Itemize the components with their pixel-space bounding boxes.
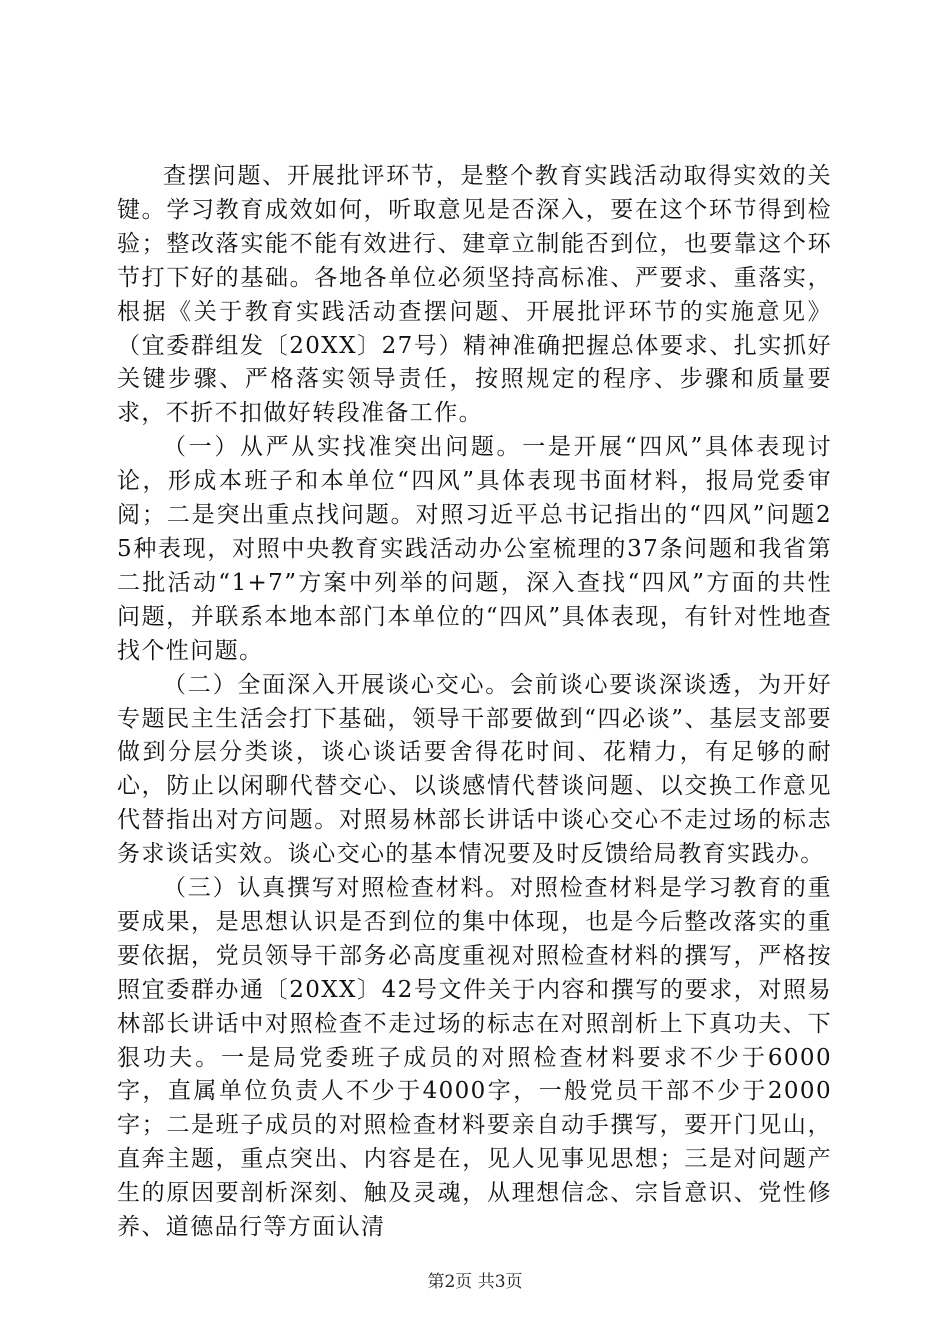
paragraph-section-2: （二）全面深入开展谈心交心。会前谈心要谈深谈透，为开好专题民主生活会打下基础，领导干部要做到“四必谈”、基层支部要做到分层分类谈，谈心谈话要舍得花时间、花精力，有足够的耐心，防止以闲聊代替交心、以谈感情代替谈问题、以交换工作意见代替指出对方问题。对照易林部长讲话中谈心交心不走过场的标志务求谈话实效。谈心交心的基本情况要及时反馈给局教育实践办。 xyxy=(117,671,832,868)
paragraph-section-1: （一）从严从实找准突出问题。一是开展“四风”具体表现讨论，形成本班子和本单位“四风”具体表现书面材料，报局党委审阅；二是突出重点找问题。对照习近平总书记指出的“四风”问题25种表现，对照中央教育实践活动办公室梳理的37条问题和我省第二批活动“1+7”方案中列举的问题，深入查找“四风”方面的共性问题，并联系本地本部门本单位的“四风”具体表现，有针对性地查找个性问题。 xyxy=(117,434,832,664)
paragraph-intro: 查摆问题、开展批评环节，是整个教育实践活动取得实效的关键。学习教育成效如何，听取意见是否深入，要在这个环节得到检验；整改落实能不能有效进行、建章立制能否到位，也要靠这个环节打下好的基础。各地各单位必须坚持高标准、严要求、重落实，根据《关于教育实践活动查摆问题、开展批评环节的实施意见》（宜委群组发〔20XX〕27号）精神准确把握总体要求、扎实抓好关键步骤、严格落实领导责任，按照规定的程序、步骤和质量要求，不折不扣做好转段准备工作。 xyxy=(117,163,832,427)
page-number-footer: 第2页 共3页 xyxy=(427,1272,523,1292)
paragraph-section-3: （三）认真撰写对照检查材料。对照检查材料是学习教育的重要成果，是思想认识是否到位的集中体现，也是今后整改落实的重要依据，党员领导干部务必高度重视对照检查材料的撰写，严格按照宜委群办通〔20XX〕42号文件关于内容和撰写的要求，对照易林部长讲话中对照检查不走过场的标志在对照剖析上下真功夫、下狠功夫。一是局党委班子成员的对照检查材料要求不少于6000字，直属单位负责人不少于4000字，一般党员干部不少于2000字；二是班子成员的对照检查材料要亲自动手撰写，要开门见山，直奔主题，重点突出、内容是在，见人见事见思想；三是对问题产生的原因要剖析深刻、触及灵魂，从理想信念、宗旨意识、党性修养、道德品行等方面认清 xyxy=(117,875,832,1241)
document-body xyxy=(117,160,832,1245)
